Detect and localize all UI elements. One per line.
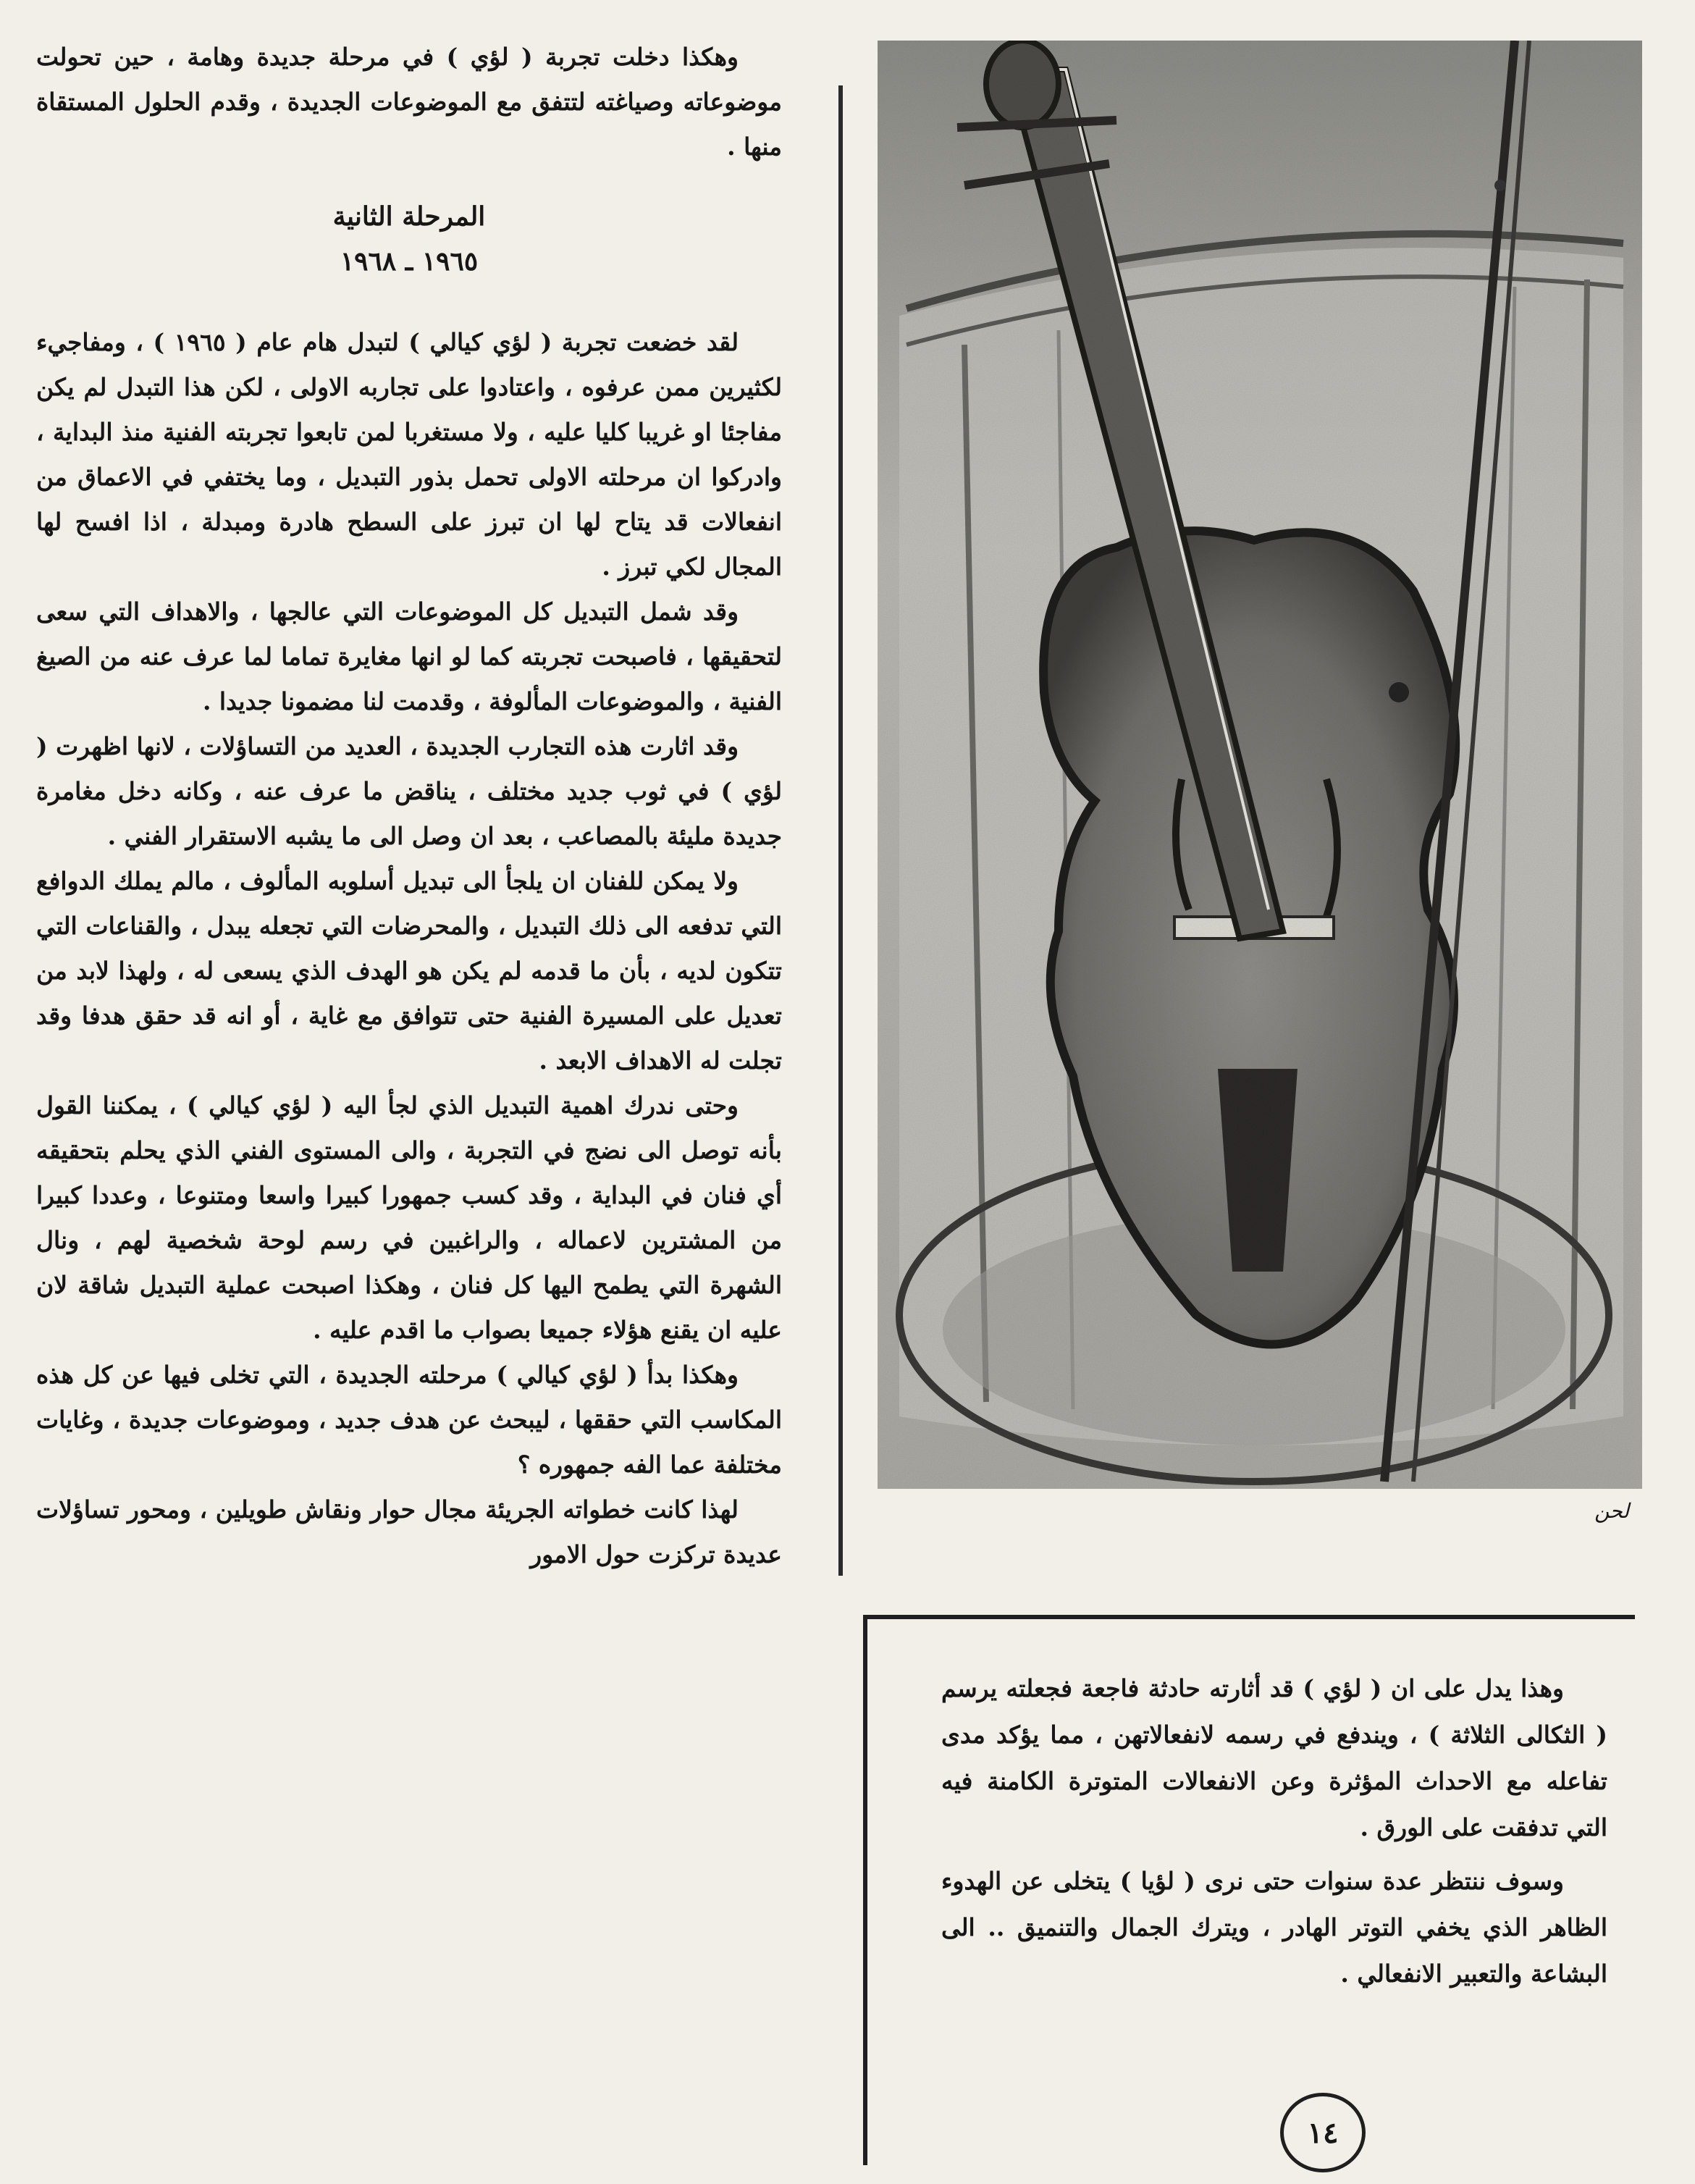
body-paragraph: وقد اثارت هذه التجارب الجديدة ، العديد من التساؤلات ، لانها اظهرت ( لؤي ) في ثوب جديد مختلف ، يناقض ما عرف عنه ، وكانه دخل مغامرة جديدة مليئة بالمصاعب ، بعد ان وصل الى ما يشبه الاستقرار الفني .	[36, 732, 782, 850]
page-number: ١٤	[1280, 2093, 1366, 2172]
body-paragraph: وقد شمل التبديل كل الموضوعات التي عالجها ، والاهداف التي سعى لتحقيقها ، فاصبحت تجربته كما لو انها مغايرة تماما لما عرف عنه من الصيغ الفنية ، والموضوعات المألوفة ، وقدمت لنا مضمونا جديدا .	[36, 597, 782, 715]
figure-caption: لحن	[1594, 1499, 1629, 1523]
section-years: ١٩٦٥ ـ ١٩٦٨	[340, 246, 479, 277]
box-border-top	[863, 1615, 1635, 1619]
body-paragraph: وسوف ننتظر عدة سنوات حتى نرى ( لؤيا ) يتخلى عن الهدوء الظاهر الذي يخفي التوتر الهادر ، ويترك الجمال والتنميق .. الى البشاعة والتعبير الانفعالي .	[941, 1867, 1607, 1988]
body-paragraph: وحتى ندرك اهمية التبديل الذي لجأ اليه ( لؤي كيالي ) ، يمكننا القول بأنه توصل الى نضج في التجربة ، والى المستوى الفني الذي يحلم بتحقيقه أي فنان في البداية ، وقد كسب جمهورا كبيرا واسعا ومتنوعا ، وعددا كبيرا من المشترين لاعماله ، والراغبين في رسم لوحة شخصية لهم ، ونال الشهرة التي يطمح اليها كل فنان ، وهكذا اصبحت عملية التبديل شاقة لان عليه ان يقنع هؤلاء جميعا بصواب ما اقدم عليه .	[36, 1091, 782, 1344]
section-heading	[36, 194, 782, 284]
column-divider	[838, 85, 843, 1576]
violin-painting-image	[878, 41, 1642, 1489]
section-title: المرحلة الثانية	[332, 201, 486, 232]
body-paragraph: وهذا يدل على ان ( لؤي ) قد أثارته حادثة فاجعة فجعلته يرسم ( الثكالى الثلاثة ) ، ويندفع في رسمه لانفعالاتهن ، مما يؤكد مدى تفاعله مع الاحداث المؤثرة وعن الانفعالات المتوترة الكامنة فيه التي تدفقت على الورق .	[941, 1674, 1607, 1841]
box-border-left	[863, 1615, 867, 2165]
body-paragraph: وهكذا بدأ ( لؤي كيالي ) مرحلته الجديدة ، التي تخلى فيها عن كل هذه المكاسب التي حققها ، ليبحث عن هدف جديد ، وموضوعات جديدة ، وغايات مختلفة عما الفه جمهوره ؟	[36, 1361, 782, 1479]
body-paragraph: لهذا كانت خطواته الجريئة مجال حوار ونقاش طويلين ، ومحور تساؤلات عديدة تركزت حول الامور	[36, 1495, 782, 1568]
left-text-column	[36, 35, 782, 1577]
right-text-column	[941, 1666, 1607, 2004]
intro-paragraph: وهكذا دخلت تجربة ( لؤي ) في مرحلة جديدة وهامة ، حين تحولت موضوعاته وصياغته لتتفق مع الموضوعات الجديدة ، وقدم الحلول المستقاة منها .	[36, 43, 782, 161]
body-paragraph: لقد خضعت تجربة ( لؤي كيالي ) لتبدل هام عام ( ١٩٦٥ ) ، ومفاجيء لكثيرين ممن عرفوه ، واعتادوا على تجاربه الاولى ، لكن هذا التبدل لم يكن مفاجئا او غريبا كليا عليه ، ولا مستغربا لمن تابعوا تجربته الفنية منذ البداية ، وادركوا ان مرحلته الاولى تحمل بذور التبديل ، وما يختفي في الاعماق من انفعالات قد يتاح لها ان تبرز على السطح هادرة ومبدلة ، اذا افسح لها المجال لكي تبرز .	[36, 328, 782, 581]
body-paragraph: ولا يمكن للفنان ان يلجأ الى تبديل أسلوبه المألوف ، مالم يملك الدوافع التي تدفعه الى ذلك التبديل ، والمحرضات التي تجعله يبدل ، والقناعات التي تتكون لديه ، بأن ما قدمه لم يكن هو الهدف الذي يسعى له ، ولهذا لابد من تعديل على المسيرة الفنية حتى تتوافق مع غاية ، أو انه قد حقق هدفا وقد تجلت له الاهداف الابعد .	[36, 867, 782, 1075]
